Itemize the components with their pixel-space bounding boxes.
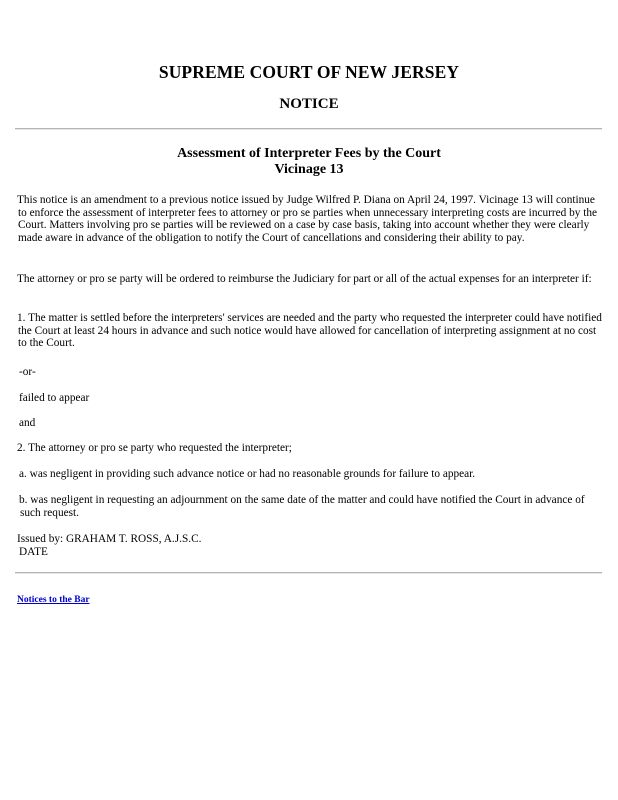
notice-heading: NOTICE bbox=[279, 96, 339, 112]
bottom-divider bbox=[15, 572, 602, 574]
notice-subject: Assessment of Interpreter Fees by the Court bbox=[177, 146, 441, 161]
date-label: DATE bbox=[19, 546, 48, 558]
intro-paragraph: This notice is an amendment to a previous notice issued by Judge Wilfred P. Diana on April 24, 1997. Vicinage 13 will continue to enforce the assessment of interpreter fees to attorney or pro se parties when unnecessary interpreting costs are incurred by the Court. Matters involving pro se parties will be reviewed on a case by case basis, taking into account whether they were clearly made aware in advance of the obligation to notify the Court of cancellations and considering their ability to pay. bbox=[17, 194, 598, 244]
failed-to-appear-text: failed to appear bbox=[19, 392, 90, 404]
condition-item-2a: a. was negligent in providing such advance notice or had no reasonable grounds for failure to appear. bbox=[19, 468, 476, 480]
condition-item-2b: b. was negligent in requesting an adjournment on the same date of the matter and could have notified the Court in advance of such request. bbox=[19, 494, 585, 519]
condition-item-2: 2. The attorney or pro se party who requested the interpreter; bbox=[17, 442, 292, 454]
or-separator: -or- bbox=[19, 366, 36, 378]
and-separator: and bbox=[19, 417, 36, 429]
top-divider bbox=[15, 128, 602, 130]
notices-to-the-bar-link[interactable]: Notices to the Bar bbox=[17, 595, 90, 605]
court-heading: SUPREME COURT OF NEW JERSEY bbox=[158, 62, 460, 82]
vicinage-label: Vicinage 13 bbox=[274, 162, 344, 177]
condition-item-1: 1. The matter is settled before the interpreters' services are needed and the party who requested the interpreter could have notified the Court at least 24 hours in advance and such notice would have allowed for cancellation of interpreting assignment at no cost to the Court. bbox=[17, 312, 602, 350]
reimburse-paragraph: The attorney or pro se party will be ordered to reimburse the Judiciary for part or all of the actual expenses for an interpreter if: bbox=[17, 273, 592, 285]
issued-by: Issued by: GRAHAM T. ROSS, A.J.S.C. bbox=[17, 533, 202, 545]
